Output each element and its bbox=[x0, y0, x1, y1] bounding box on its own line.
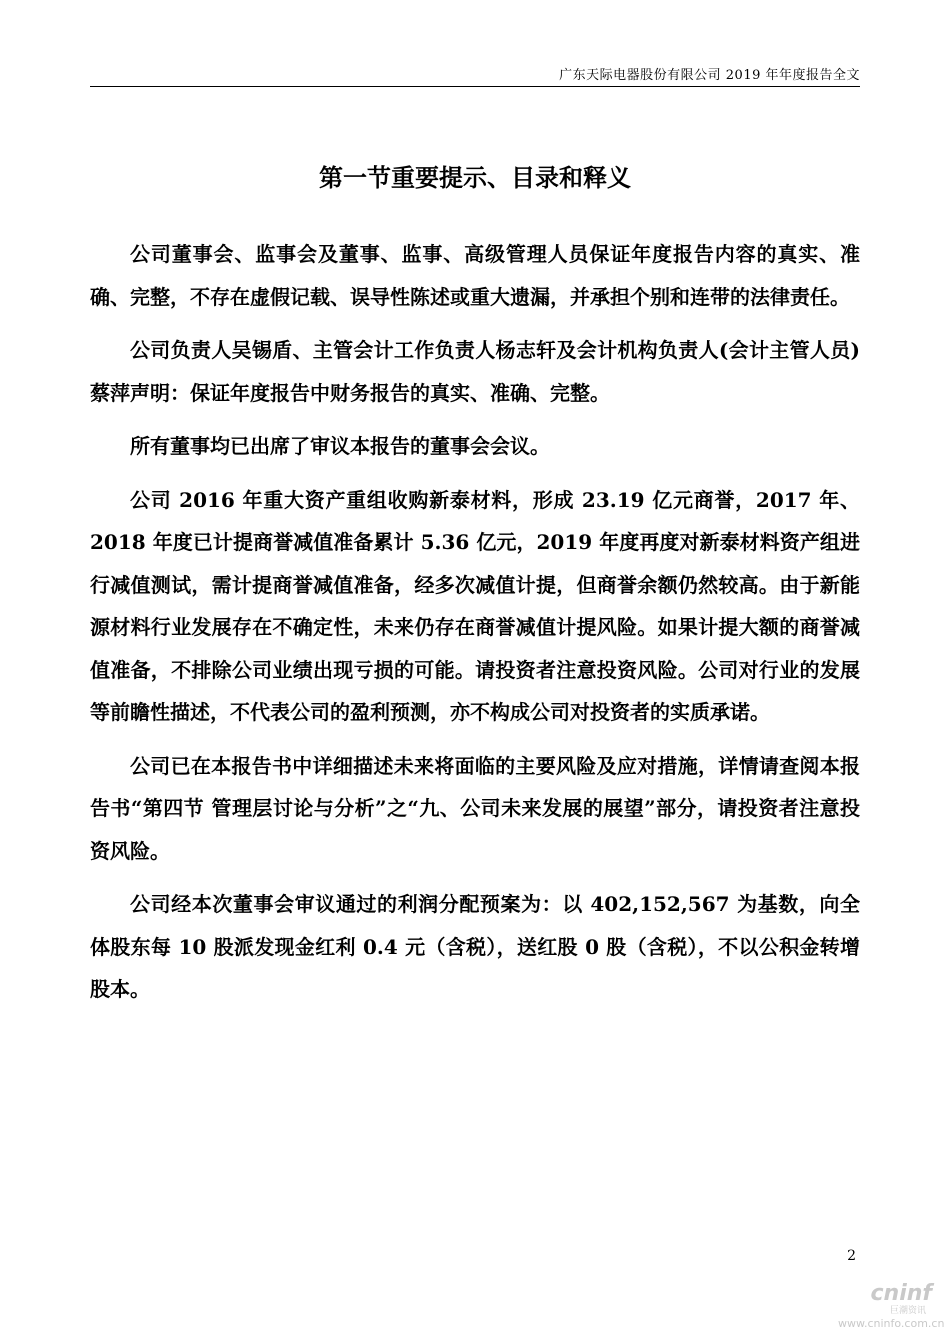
watermark-cn: 巨潮资讯 bbox=[889, 1306, 926, 1316]
header-text: 广东天际电器股份有限公司 2019 年年度报告全文 bbox=[559, 68, 860, 83]
page-number: 2 bbox=[847, 1248, 856, 1264]
watermark-url: www.cninfo.com.cn bbox=[838, 1317, 945, 1330]
section-title: 第一节重要提示、目录和释义 bbox=[319, 163, 631, 192]
body-text bbox=[90, 233, 860, 1022]
paragraph-declaration: 公司负责人吴锡盾、主管会计工作负责人杨志轩及会计机构负责人(会计主管人员)蔡萍声明：保证年度报告中财务报告的真实、准确、完整。 bbox=[90, 338, 860, 405]
paragraph-responsibility: 公司董事会、监事会及董事、监事、高级管理人员保证年度报告内容的真实、准确、完整，不存在虚假记载、误导性陈述或重大遗漏，并承担个别和连带的法律责任。 bbox=[90, 242, 860, 309]
paragraph-goodwill-risk: 公司 2016 年重大资产重组收购新泰材料，形成 23.19 亿元商誉，2017 年、2018 年度已计提商誉减值准备累计 5.36 亿元，2019 年度再度对新泰材料资产组进行减值测试，需计提商誉减值准备，经多次减值计提，但商誉余额仍然较高。由于新能源材料行业发展存在不确定性，未来仍存在商誉减值计提风险。如果计提大额的商誉减值准备，不排除公司业绩出现亏损的可能。请投资者注意投资风险。公司对行业的发展等前瞻性描述，不代表公司的盈利预测，亦不构成公司对投资者的实质承诺。 bbox=[90, 487, 860, 724]
watermark-logo: cninf bbox=[870, 1281, 932, 1306]
paragraph-risk-reference: 公司已在本报告书中详细描述未来将面临的主要风险及应对措施，详情请查阅本报告书“第四节 管理层讨论与分析”之“九、公司未来发展的展望”部分，请投资者注意投资风险。 bbox=[90, 753, 860, 863]
paragraph-profit-distribution: 公司经本次董事会审议通过的利润分配预案为：以 402,152,567 为基数，向全体股东每 10 股派发现金红利 0.4 元（含税），送红股 0 股（含税），不以公积金转增股本。 bbox=[90, 892, 860, 1001]
cninfo-watermark bbox=[838, 1281, 945, 1334]
page-header bbox=[90, 56, 860, 87]
paragraph-attendance: 所有董事均已出席了审议本报告的董事会会议。 bbox=[130, 434, 550, 458]
